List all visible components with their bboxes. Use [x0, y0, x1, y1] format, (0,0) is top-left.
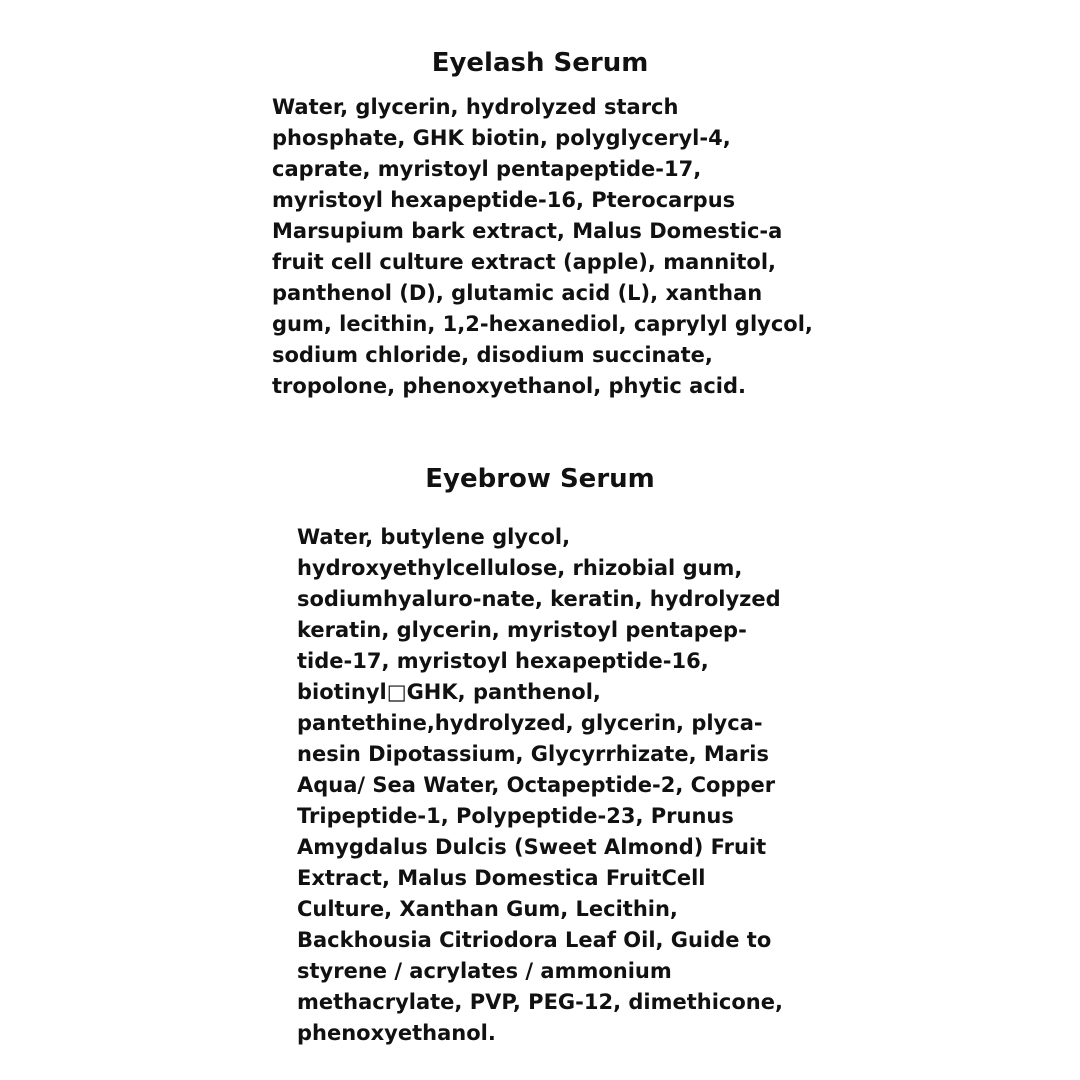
ingredient-line: myristoyl hexapeptide-16, Pterocarpus — [272, 188, 736, 212]
eyelash-ingredients-text — [272, 92, 832, 402]
ingredient-line: hydroxyethylcellulose, rhizobial gum, — [297, 556, 743, 580]
ingredient-line: caprate, myristoyl pentapeptide-17, — [272, 157, 702, 181]
ingredient-line: methacrylate, PVP, PEG-12, dimethicone, — [297, 990, 783, 1014]
eyebrow-ingredients-text — [297, 522, 817, 1049]
ingredient-line: tropolone, phenoxyethanol, phytic acid. — [272, 374, 746, 398]
ingredient-line: nesin Dipotassium, Glycyrrhizate, Maris — [297, 742, 769, 766]
ingredient-line: Water, glycerin, hydrolyzed starch — [272, 95, 679, 119]
ingredient-line: Amygdalus Dulcis (Sweet Almond) Fruit — [297, 835, 767, 859]
ingredient-line: Culture, Xanthan Gum, Lecithin, — [297, 897, 678, 921]
ingredient-line: gum, lecithin, 1,2-hexanediol, caprylyl glycol, — [272, 312, 813, 336]
ingredient-line: Marsupium bark extract, Malus Domestic-a — [272, 219, 783, 243]
ingredient-line: biotinyl□GHK, panthenol, — [297, 680, 601, 704]
ingredient-line: panthenol (D), glutamic acid (L), xanthan — [272, 281, 763, 305]
ingredient-line: phosphate, GHK biotin, polyglyceryl-4, — [272, 126, 731, 150]
ingredient-line: keratin, glycerin, myristoyl pentapep- — [297, 618, 747, 642]
ingredient-line: sodium chloride, disodium succinate, — [272, 343, 713, 367]
ingredient-line: sodiumhyaluro-nate, keratin, hydrolyzed — [297, 587, 781, 611]
ingredient-line: Water, butylene glycol, — [297, 525, 571, 549]
eyelash-serum-title: Eyelash Serum — [431, 48, 649, 78]
ingredient-line: tide-17, myristoyl hexapeptide-16, — [297, 649, 709, 673]
ingredient-line: pantethine,hydrolyzed, glycerin, plyca- — [297, 711, 763, 735]
eyebrow-serum-title: Eyebrow Serum — [425, 464, 655, 494]
ingredient-line: Backhousia Citriodora Leaf Oil, Guide to — [297, 928, 772, 952]
ingredient-line: fruit cell culture extract (apple), mannitol, — [272, 250, 776, 274]
ingredient-line: styrene / acrylates / ammonium — [297, 959, 672, 983]
ingredient-line: phenoxyethanol. — [297, 1021, 496, 1045]
ingredient-line: Aqua/ Sea Water, Octapeptide-2, Copper — [297, 773, 776, 797]
ingredient-line: Extract, Malus Domestica FruitCell — [297, 866, 706, 890]
ingredient-line: Tripeptide-1, Polypeptide-23, Prunus — [297, 804, 734, 828]
